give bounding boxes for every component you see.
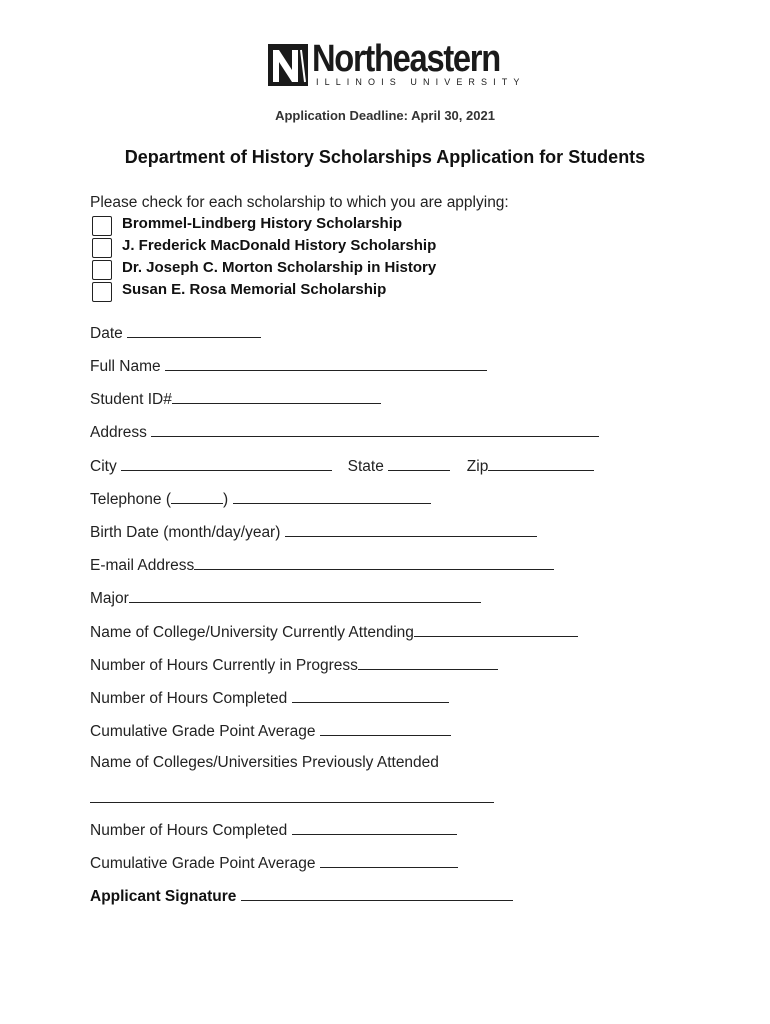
address-input-line[interactable] bbox=[151, 422, 599, 437]
telephone-input-line[interactable] bbox=[233, 489, 431, 504]
telephone-field bbox=[90, 489, 431, 509]
birth-date-input-line[interactable] bbox=[285, 522, 537, 537]
cumulative-gpa-field bbox=[90, 721, 451, 741]
student-id-label: Student ID# bbox=[90, 391, 172, 408]
major-label: Major bbox=[90, 590, 129, 607]
logo-subtitle: ILLINOIS UNIVERSITY bbox=[316, 77, 526, 87]
page-title: Department of History Scholarships Application for Students bbox=[124, 147, 646, 167]
scholarship-checkbox[interactable] bbox=[92, 216, 112, 236]
hours-in-progress-input-line[interactable] bbox=[358, 655, 498, 670]
birth-date-field bbox=[90, 522, 537, 542]
previous-colleges-label: Name of Colleges/Universities Previously Attended bbox=[90, 754, 439, 771]
date-input-line[interactable] bbox=[127, 323, 261, 338]
applicant-signature-field bbox=[90, 886, 513, 906]
zip-input-line[interactable] bbox=[488, 456, 594, 471]
full-name-field bbox=[90, 356, 487, 376]
city-label: City bbox=[90, 458, 117, 475]
scholarship-checkbox[interactable] bbox=[92, 260, 112, 280]
telephone-close-paren: ) bbox=[223, 491, 229, 508]
state-input-line[interactable] bbox=[388, 456, 450, 471]
application-deadline: Application Deadline: April 30, 2021 bbox=[275, 108, 495, 123]
previous-hours-completed-field bbox=[90, 820, 457, 840]
previous-cumulative-gpa-field bbox=[90, 853, 458, 873]
major-field bbox=[90, 588, 481, 608]
applicant-signature-input-line[interactable] bbox=[241, 886, 513, 901]
current-college-input-line[interactable] bbox=[414, 622, 578, 637]
cumulative-gpa-input-line[interactable] bbox=[320, 721, 451, 736]
city-state-zip-row bbox=[90, 456, 594, 476]
major-input-line[interactable] bbox=[129, 588, 481, 603]
hours-in-progress-field bbox=[90, 655, 498, 675]
previous-hours-completed-label: Number of Hours Completed bbox=[90, 822, 288, 839]
area-code-input-line[interactable] bbox=[171, 489, 223, 504]
hours-in-progress-label: Number of Hours Currently in Progress bbox=[90, 657, 358, 674]
scholarship-label: Dr. Joseph C. Morton Scholarship in History bbox=[122, 259, 437, 276]
current-college-field bbox=[90, 622, 578, 642]
date-field bbox=[90, 323, 261, 343]
applicant-signature-label: Applicant Signature bbox=[90, 888, 237, 905]
previous-cumulative-gpa-input-line[interactable] bbox=[320, 853, 458, 868]
address-label: Address bbox=[90, 424, 147, 441]
logo-wordmark: Northeastern bbox=[312, 38, 500, 80]
birth-date-label: Birth Date (month/day/year) bbox=[90, 524, 281, 541]
email-input-line[interactable] bbox=[194, 555, 554, 570]
previous-cumulative-gpa-label: Cumulative Grade Point Average bbox=[90, 855, 316, 872]
full-name-label: Full Name bbox=[90, 358, 161, 375]
scholarship-instruction: Please check for each scholarship to which you are applying: bbox=[90, 194, 509, 211]
previous-colleges-input-line[interactable] bbox=[90, 788, 494, 803]
previous-colleges-line-row bbox=[90, 788, 494, 808]
email-field bbox=[90, 555, 554, 575]
hours-completed-field bbox=[90, 688, 449, 708]
hours-completed-label: Number of Hours Completed bbox=[90, 690, 288, 707]
city-input-line[interactable] bbox=[121, 456, 332, 471]
full-name-input-line[interactable] bbox=[165, 356, 487, 371]
student-id-field bbox=[90, 389, 381, 409]
student-id-input-line[interactable] bbox=[172, 389, 381, 404]
zip-label: Zip bbox=[466, 458, 489, 475]
hours-completed-input-line[interactable] bbox=[292, 688, 449, 703]
university-logo bbox=[268, 38, 526, 90]
telephone-label: Telephone ( bbox=[90, 491, 172, 508]
email-label: E-mail Address bbox=[90, 557, 195, 574]
scholarship-label: Brommel-Lindberg History Scholarship bbox=[122, 215, 403, 232]
previous-colleges-field bbox=[90, 754, 439, 772]
date-label: Date bbox=[90, 325, 123, 342]
state-label: State bbox=[347, 458, 384, 475]
address-field bbox=[90, 422, 599, 442]
previous-hours-completed-input-line[interactable] bbox=[292, 820, 457, 835]
scholarship-checkbox[interactable] bbox=[92, 238, 112, 258]
scholarship-checkbox[interactable] bbox=[92, 282, 112, 302]
cumulative-gpa-label: Cumulative Grade Point Average bbox=[90, 723, 316, 740]
scholarship-label: J. Frederick MacDonald History Scholarship bbox=[122, 237, 437, 254]
neiu-logo-mark-icon bbox=[268, 44, 308, 86]
scholarship-label: Susan E. Rosa Memorial Scholarship bbox=[122, 281, 387, 298]
current-college-label: Name of College/University Currently Attending bbox=[90, 624, 414, 641]
